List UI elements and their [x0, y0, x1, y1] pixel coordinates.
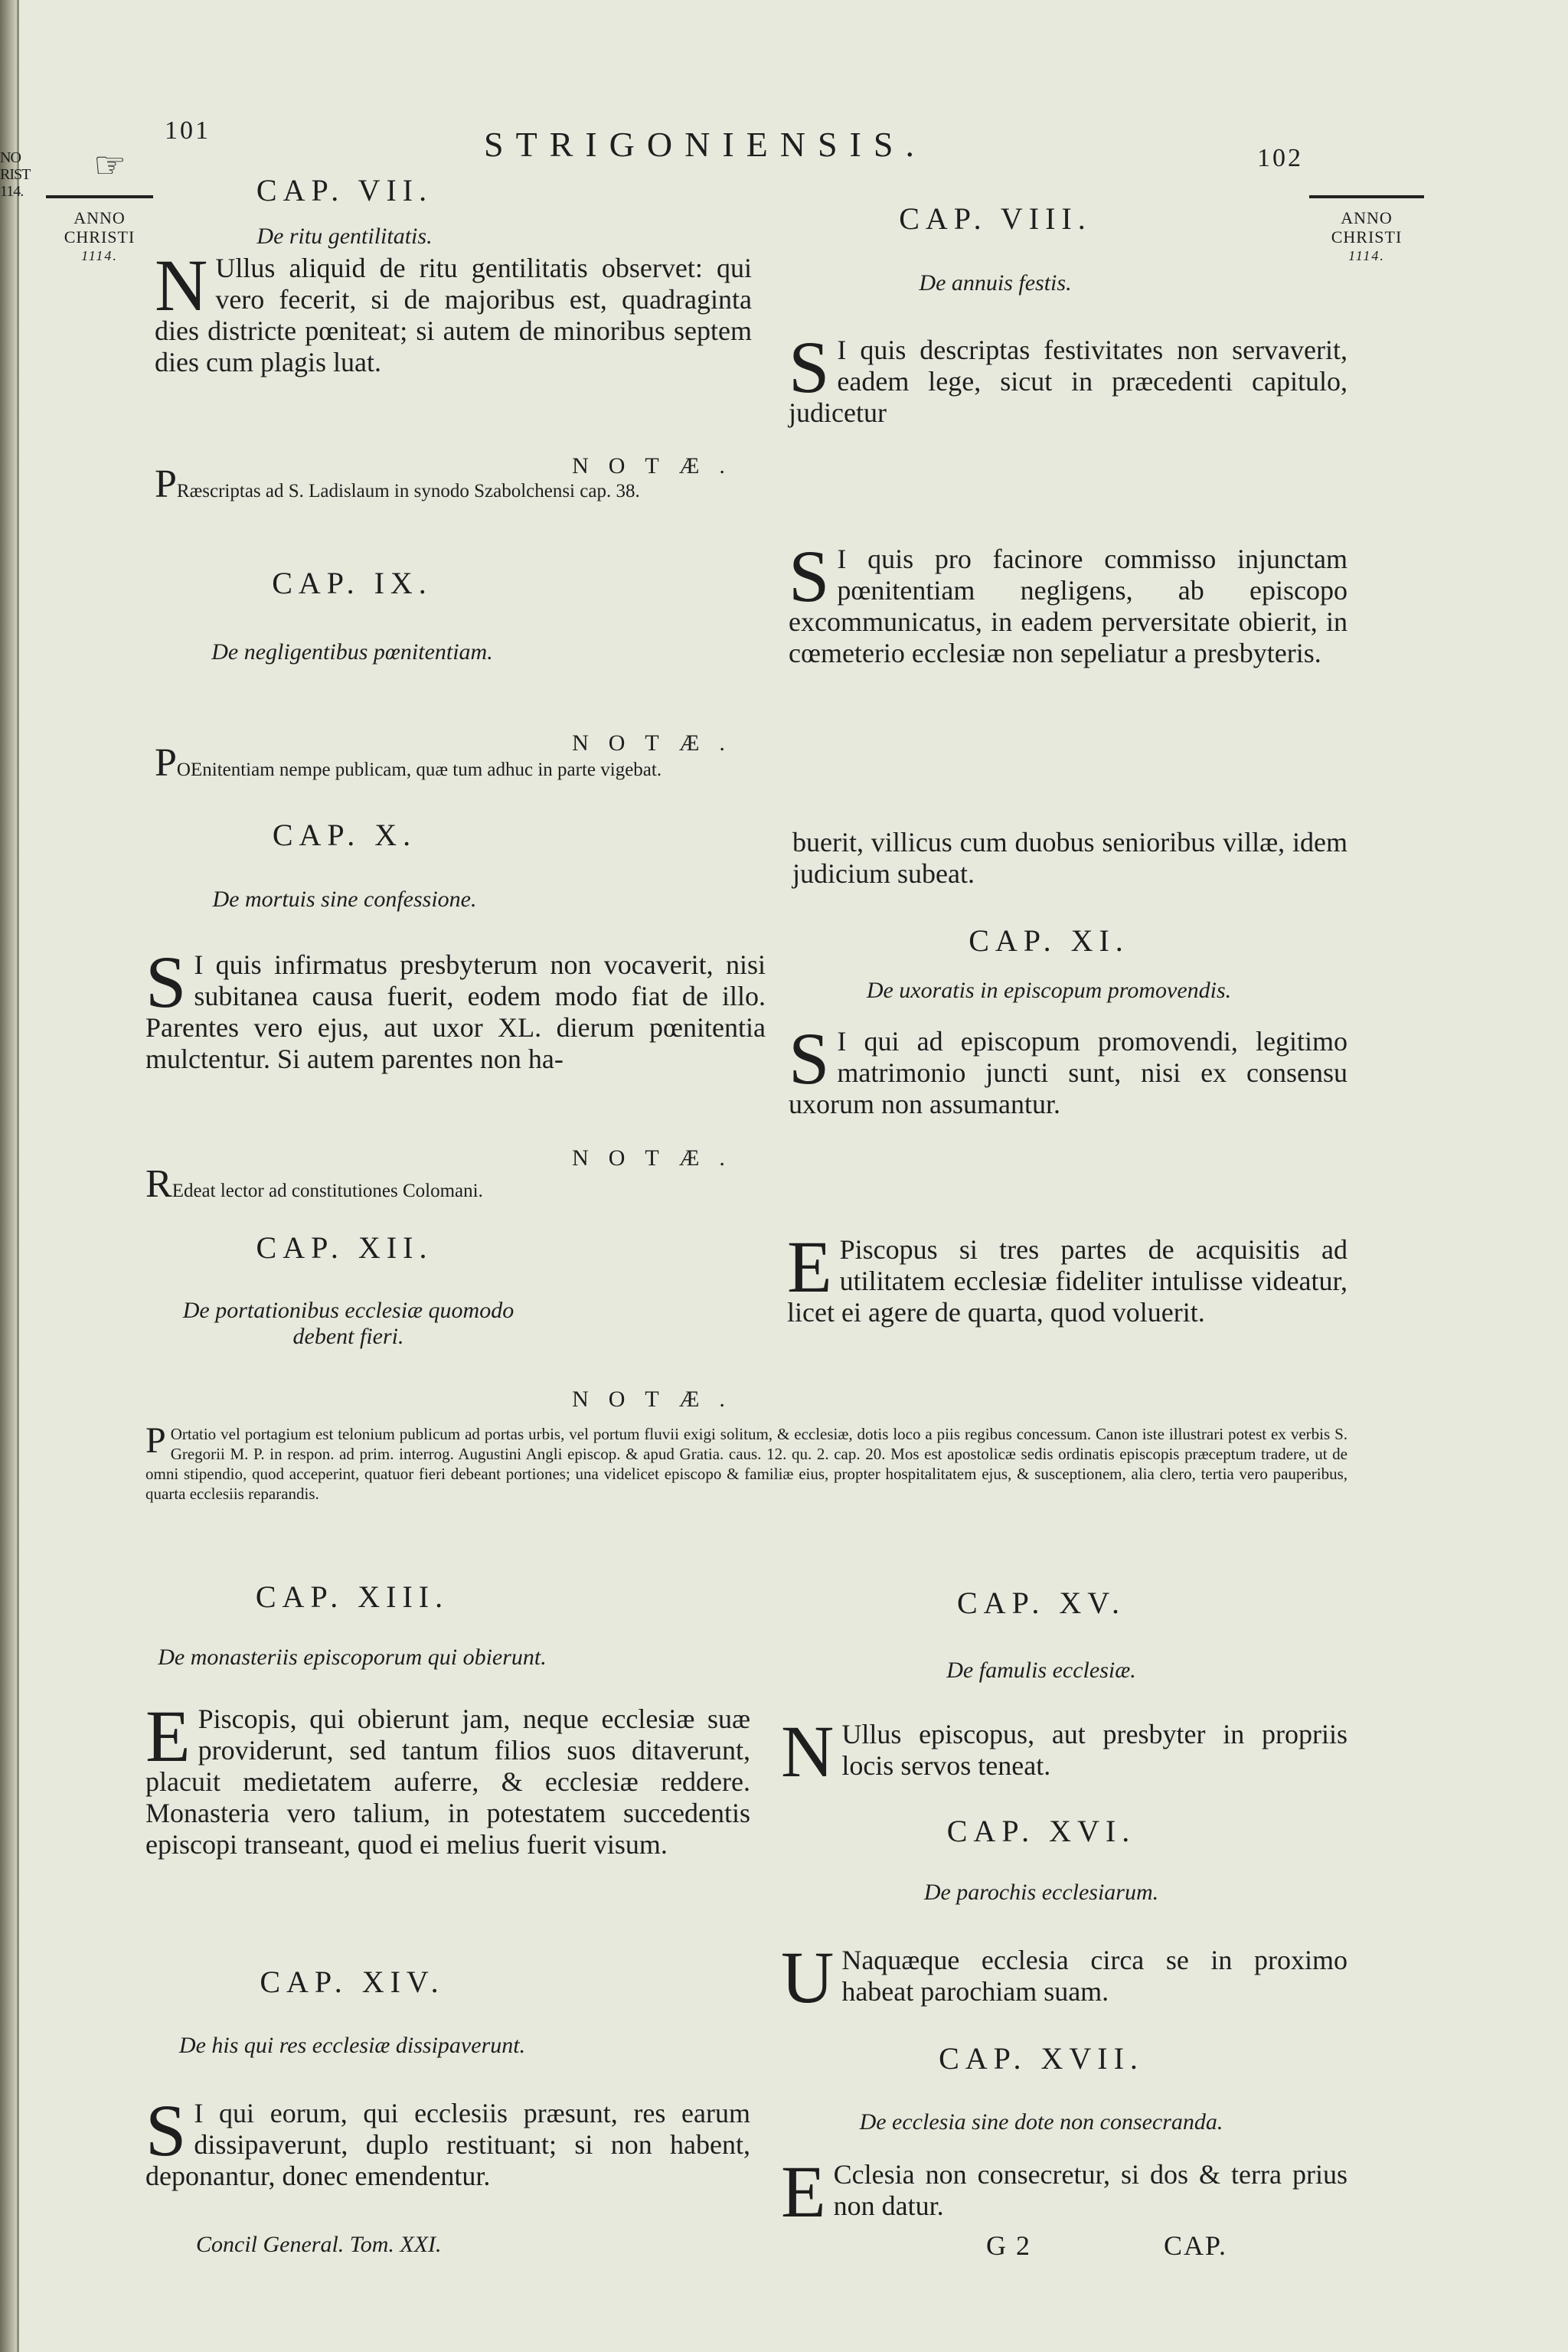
- cap-8-rubric: De annuis festis.: [919, 270, 1072, 296]
- cap-10-heading: CAP. X.: [272, 818, 417, 852]
- previous-page-margin-fragment: NO RIST 114.: [0, 149, 30, 200]
- right-margin-rule: [1309, 195, 1424, 198]
- cap-7-rubric: De ritu gentilitatis.: [256, 224, 433, 249]
- drop-initial: S: [789, 1018, 830, 1099]
- margin-year: 1114.: [81, 248, 118, 263]
- cap-17-rubric: De ecclesia sine dote non consecranda.: [859, 2109, 1223, 2135]
- right-page-number: 102: [1257, 144, 1303, 172]
- page: [46, 0, 1424, 2352]
- left-margin-note: [42, 208, 157, 266]
- note-initial: P: [145, 1420, 166, 1461]
- notae-3-text: REdeat lector ad constitutiones Colomani.: [145, 1162, 483, 1206]
- cap-8-text: S I quis descriptas festivitates non servaverit, eadem lege, sicut in præcedenti capitulo, judicetur: [789, 326, 1348, 428]
- cap-9-heading: CAP. IX.: [272, 566, 433, 600]
- drop-initial: U: [781, 1936, 835, 2018]
- gutter-edge: [17, 0, 19, 2352]
- drop-initial: E: [781, 2151, 826, 2233]
- book-gutter: [0, 0, 30, 2352]
- cap-17-text: E Cclesia non consecretur, si dos & terra prius non datur.: [781, 2151, 1348, 2233]
- cap-15-rubric: De famulis ecclesiæ.: [946, 1658, 1136, 1683]
- catchword: CAP.: [1164, 2230, 1228, 2261]
- cap-17-heading: CAP. XVII.: [939, 2041, 1144, 2076]
- cap-13-heading: CAP. XIII.: [255, 1579, 449, 1614]
- note-initial: P: [155, 462, 177, 506]
- cap-12-text: E Piscopus si tres partes de acquisitis ad utilitatem ecclesiæ fideliter intulisse videatur, licet ei agere de quarta, quod voluerit.: [787, 1226, 1348, 1328]
- cap-14-heading: CAP. XIV.: [260, 1965, 445, 1999]
- cap-12-heading: CAP. XII.: [256, 1230, 433, 1265]
- cap-13-rubric: De monasteriis episcoporum qui obierunt.: [158, 1645, 547, 1670]
- margin-year: 1114.: [1348, 248, 1385, 263]
- christi-label: CHRISTI: [64, 227, 136, 247]
- cap-9-text: S I quis pro facinore commisso injunctam pœnitentiam negligens, ab episcopo excommunicatus, in eadem perversitate obierit, in cœmeterio ecclesiæ non sepeliatur a presbyteris.: [789, 535, 1348, 668]
- cap-7-text: N Ullus aliquid de ritu gentilitatis observet: qui vero fecerit, si de majoribus est, quadraginta dies districte pœniteat; si autem de minoribus septem dies cum plagis luat.: [155, 244, 752, 377]
- cap-16-heading: CAP. XVI.: [946, 1814, 1136, 1848]
- footer-volume-note: Concil General. Tom. XXI.: [196, 2232, 442, 2257]
- cap-14-text: S I qui eorum, qui ecclesiis præsunt, res earum dissipaverunt, duplo restituant; si non habent, deponantur, donec emendentur.: [145, 2089, 750, 2191]
- notae-1-heading: NOTÆ.: [572, 453, 745, 479]
- drop-initial: S: [145, 941, 187, 1023]
- left-page-number: 101: [165, 116, 211, 145]
- drop-initial: N: [155, 244, 208, 326]
- note-initial: P: [155, 741, 177, 785]
- running-title: STRIGONIENSIS.: [484, 125, 926, 164]
- cap-16-rubric: De parochis ecclesiarum.: [923, 1880, 1159, 1905]
- drop-initial: S: [789, 535, 830, 617]
- signature-mark: G 2: [986, 2230, 1031, 2261]
- notae-4-heading: NOTÆ.: [572, 1387, 745, 1412]
- pointing-hand-icon: ☞: [93, 145, 127, 186]
- drop-initial: N: [781, 1710, 835, 1792]
- cap-7-heading: CAP. VII.: [256, 173, 433, 207]
- anno-label: ANNO: [1341, 208, 1393, 227]
- drop-initial: E: [145, 1695, 191, 1777]
- christi-label: CHRISTI: [1331, 227, 1403, 247]
- anno-label: ANNO: [74, 208, 126, 227]
- cap-11-rubric: De uxoratis in episcopum promovendis.: [866, 978, 1232, 1003]
- cap-8-heading: CAP. VIII.: [899, 201, 1092, 236]
- cap-11-heading: CAP. XI.: [969, 923, 1129, 958]
- notae-2-text: POEnitentiam nempe publicam, quæ tum adhuc in parte vigebat.: [155, 741, 662, 785]
- cap-13-text: E Piscopis, qui obierunt jam, neque ecclesiæ suæ providerunt, sed tantum filios suos ditaverunt, placuit medietatem auferre, & ecclesiæ reddere. Monasteria vero talium, in potestatem succedentis episcopi transeant, quod ei melius fuerit visum.: [145, 1695, 750, 1860]
- cap-11-text: S I qui ad episcopum promovendi, legitimo matrimonio juncti sunt, nisi ex consensu uxorum non assumantur.: [789, 1018, 1348, 1119]
- notae-1-text: PRæscriptas ad S. Ladislaum in synodo Szabolchensi cap. 38.: [155, 462, 640, 506]
- cap-15-text: N Ullus episcopus, aut presbyter in propriis locis servos teneat.: [781, 1710, 1348, 1792]
- right-margin-note: [1309, 208, 1424, 266]
- cap-10-text: S I quis infirmatus presbyterum non vocaverit, nisi subitanea causa fuerit, eodem modo fiat de illo. Parentes vero ejus, aut uxor XL. dierum pœnitentia mulctentur. Si autem parentes non ha-: [145, 941, 766, 1074]
- cap-10-continuation: buerit, villicus cum duobus senioribus villæ, idem judicium subeat.: [792, 827, 1348, 889]
- left-margin-rule: [46, 195, 153, 198]
- notae-3-heading: NOTÆ.: [572, 1145, 745, 1171]
- cap-15-heading: CAP. XV.: [957, 1586, 1125, 1620]
- drop-initial: E: [787, 1226, 832, 1308]
- note-initial: R: [145, 1162, 172, 1206]
- cap-14-rubric: De his qui res ecclesiæ dissipaverunt.: [178, 2033, 526, 2058]
- cap-9-rubric: De negligentibus pœnitentiam.: [211, 639, 493, 665]
- cap-10-rubric: De mortuis sine confessione.: [212, 887, 477, 912]
- cap-12-rubric: De portationibus ecclesiæ quomodo debent fieri.: [182, 1298, 514, 1349]
- notae-2-heading: NOTÆ.: [572, 730, 745, 756]
- drop-initial: S: [789, 326, 830, 408]
- notae-4-text: P Ortatio vel portagium est telonium publicum ad portas urbis, vel portum fluvii exigi solitum, & ecclesiæ, dotis loco a piis regibus concessum. Canon iste illustrari potest ex verbis S. Gregorii M. P. in respon. ad prim. interrog. Augustini Angli episcop. & apud Gratia. caus. 12. qu. 2. cap. 20. Mos est apostolicæ sedis ordinatis episcopis præceptum tradere, ut de omni stipendio, quod acceperint, quatuor fieri debeant portiones; una videlicet episcopo & familiæ eius, propter hospitalitatem ejus, & susceptionem, alia clero, tertia vero pauperibus, quarta ecclesiis reparandis.: [145, 1420, 1348, 1503]
- cap-16-text: U Naquæque ecclesia circa se in proximo habeat parochiam suam.: [781, 1936, 1348, 2018]
- drop-initial: S: [145, 2089, 187, 2171]
